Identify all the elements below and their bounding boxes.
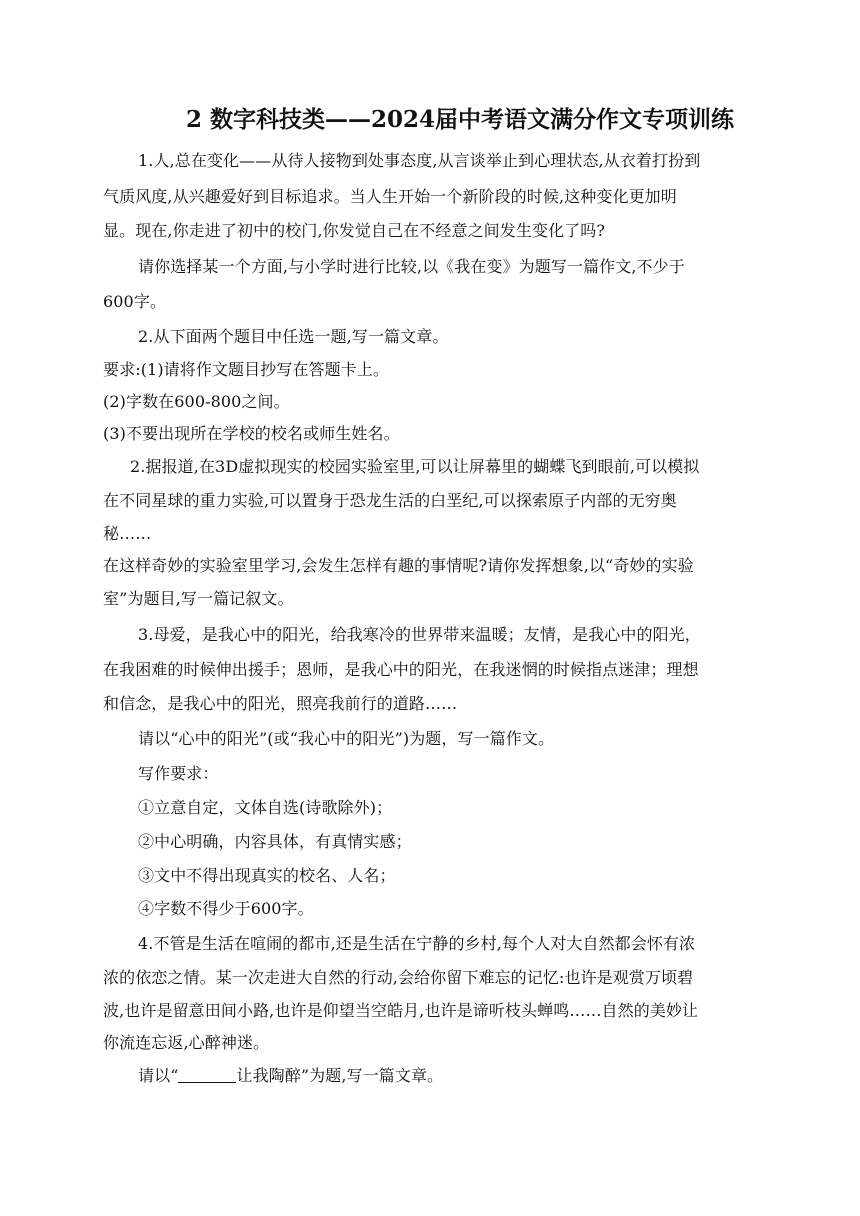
q3-line-9: ④字数不得少于600字。 xyxy=(138,899,314,918)
q2a-line-2: 要求:(1)请将作文题目抄写在答题卡上。 xyxy=(103,360,390,379)
q2b-line-3: 秘…… xyxy=(103,524,152,543)
q4-line-3: 波,也许是留意田间小路,也许是仰望当空皓月,也许是谛听枝头蝉鸣……自然的美妙让 xyxy=(103,1001,699,1020)
q4-line-4: 你流连忘返,心醉神迷。 xyxy=(103,1033,270,1052)
q2a-line-4: (3)不要出现所在学校的校名或师生姓名。 xyxy=(103,424,400,443)
q4-prompt-prefix: 请以“ xyxy=(138,1066,179,1085)
q3-line-5: 写作要求： xyxy=(138,764,219,783)
q4-line-2: 浓的依恋之情。某一次走进大自然的行动,会给你留下难忘的记忆:也许是观赏万顷碧 xyxy=(103,968,694,987)
q2b-line-2: 在不同星球的重力实验,可以置身于恐龙生活的白垩纪,可以探索原子内部的无穷奥 xyxy=(103,491,677,510)
q4-line-1: 4.不管是生活在喧闹的都市,还是生活在宁静的乡村,每个人对大自然都会怀有浓 xyxy=(138,934,696,953)
q2b-line-4: 在这样奇妙的实验室里学习,会发生怎样有趣的事情呢?请你发挥想象,以“奇妙的实验 xyxy=(103,556,694,575)
q4-line-5 xyxy=(138,1064,798,1088)
q3-line-7: ②中心明确，内容具体，有真情实感； xyxy=(138,832,412,851)
q3-line-2: 在我困难的时候伸出援手；恩师，是我心中的阳光，在我迷惘的时候指点迷津；理想 xyxy=(103,660,699,679)
q1-line-1: 1.人,总在变化——从待人接物到处事态度,从言谈举止到心理状态,从衣着打扮到 xyxy=(138,151,701,170)
q2b-line-5: 室”为题目,写一篇记叙文。 xyxy=(103,589,294,608)
q3-line-6: ①立意自定，文体自选(诗歌除外)； xyxy=(138,798,393,817)
q3-line-1: 3.母爱，是我心中的阳光，给我寒冷的世界带来温暖；友情，是我心中的阳光， xyxy=(138,625,701,644)
page-title: 2 数字科技类——2024届中考语文满分作文专项训练 xyxy=(186,106,735,133)
q4-prompt-suffix: 让我陶醉”为题,写一篇文章。 xyxy=(236,1066,444,1085)
q1-line-2: 气质风度,从兴趣爱好到目标追求。当人生开始一个新阶段的时候,这种变化更加明 xyxy=(103,187,677,206)
q1-line-5: 600字。 xyxy=(103,292,167,311)
q3-line-3: 和信念，是我心中的阳光，照亮我前行的道路…… xyxy=(103,694,458,713)
q2a-line-1: 2.从下面两个题目中任选一题,写一篇文章。 xyxy=(138,327,449,346)
q2b-line-1: 2.据报道,在3D虚拟现实的校园实验室里,可以让屏幕里的蝴蝶飞到眼前,可以模拟 xyxy=(130,457,700,476)
q3-line-8: ③文中不得出现真实的校名、人名； xyxy=(138,866,396,885)
q1-line-3: 显。现在,你走进了初中的校门,你发觉自己在不经意之间发生变化了吗? xyxy=(103,221,606,240)
q2a-line-3: (2)字数在600-800之间。 xyxy=(103,392,290,411)
q3-line-4: 请以“心中的阳光”(或“我心中的阳光”)为题，写一篇作文。 xyxy=(138,729,555,748)
fill-in-blank xyxy=(178,1066,236,1083)
q1-line-4: 请你选择某一个方面,与小学时进行比较,以《我在变》为题写一篇作文,不少于 xyxy=(138,257,685,276)
